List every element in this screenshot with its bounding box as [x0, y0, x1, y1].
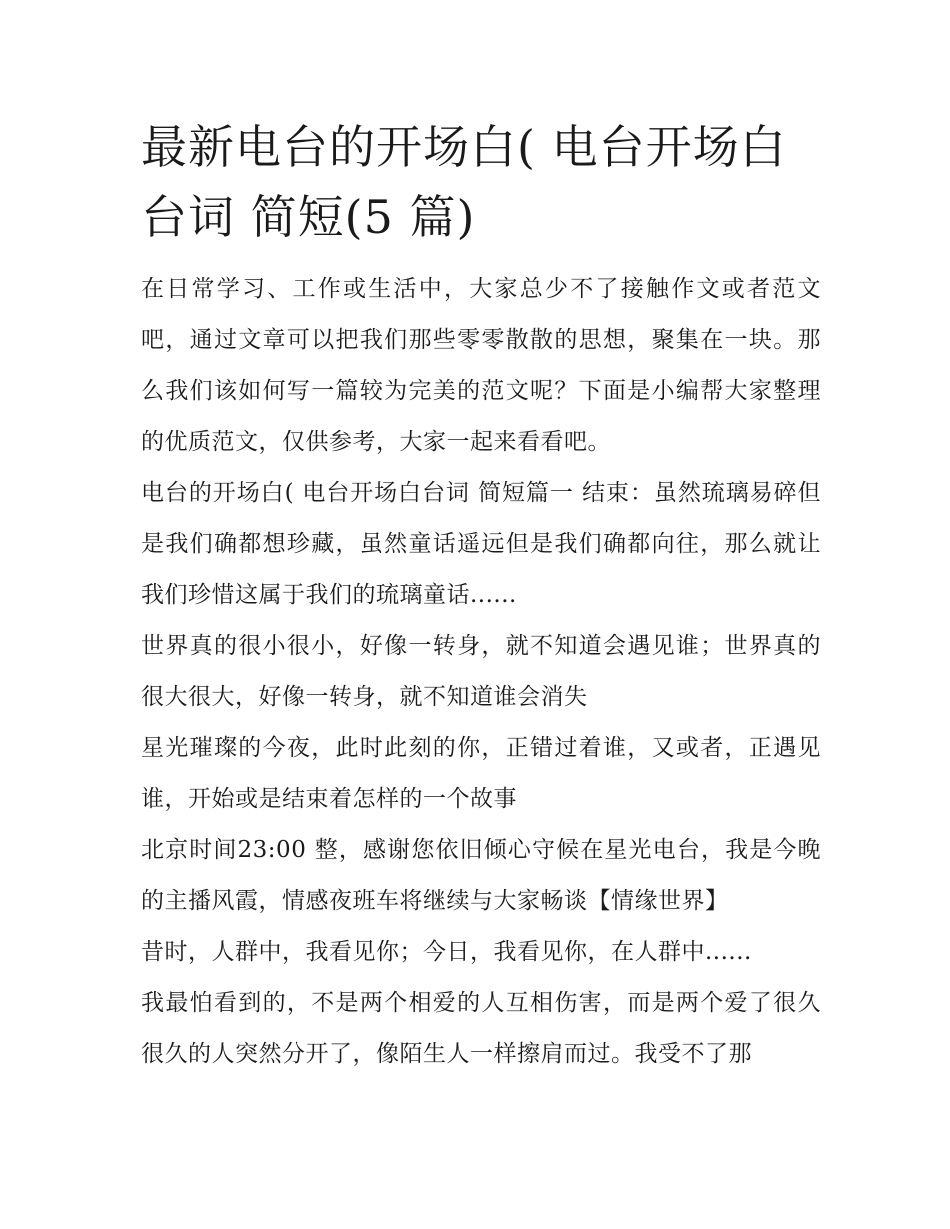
paragraph-world: 世界真的很小很小，好像一转身，就不知道会遇见谁；世界真的很大很大，好像一转身，就不知道谁会消失 [141, 633, 821, 710]
paragraph-intro: 在日常学习、工作或生活中，大家总少不了接触作文或者范文吧，通过文章可以把我们那些零零散散的思想，聚集在一块。那么我们该如何写一篇较为完美的范文呢？下面是小编帮大家整理的优质范文，仅供参考，大家一起来看看吧。 [141, 276, 821, 455]
paragraph-starlight: 星光璀璨的今夜，此时此刻的你，正错过着谁，又或者，正遇见谁，开始或是结束着怎样的一个故事 [141, 735, 821, 812]
paragraph-fear: 我最怕看到的，不是两个相爱的人互相伤害，而是两个爱了很久很久的人突然分开了，像陌生人一样擦肩而过。我受不了那 [141, 990, 821, 1067]
paragraph-beijing-time: 北京时间23:00 整，感谢您依旧倾心守候在星光电台，我是今晚的主播风霞，情感夜班车将继续与大家畅谈【情缘世界】 [141, 837, 821, 914]
paragraph-crowd: 昔时，人群中，我看见你；今日，我看见你，在人群中...... [141, 939, 752, 965]
document-title: 最新电台的开场白( 电台开场白台词 简短(5 篇) [141, 120, 787, 244]
paragraph-opening-1: 电台的开场白( 电台开场白台词 简短篇一 结束：虽然琉璃易碎但是我们确都想珍藏，虽然童话遥远但是我们确都向往，那么就让我们珍惜这属于我们的琉璃童话...... [141, 480, 821, 608]
document-page [141, 112, 821, 1080]
